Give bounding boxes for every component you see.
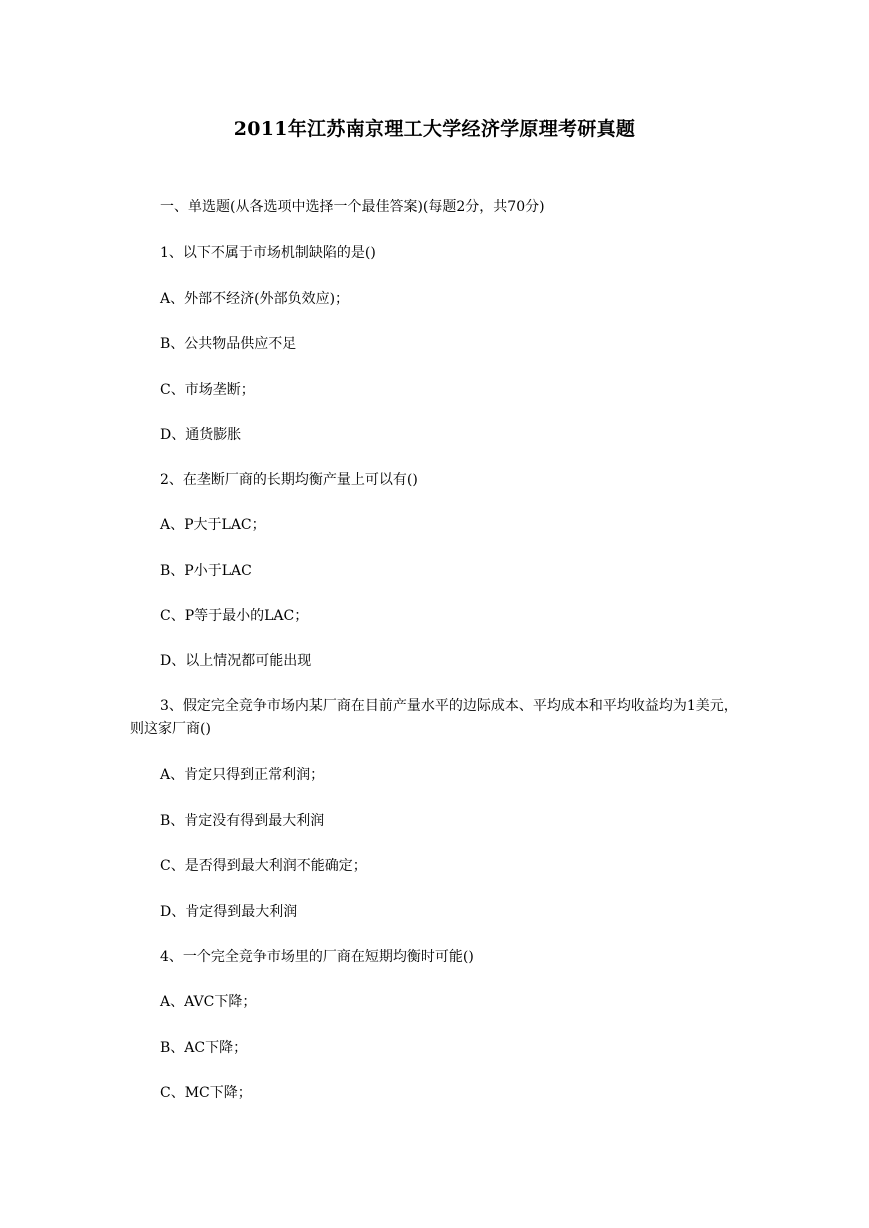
question-2-option-a: A、P大于LAC；	[160, 517, 266, 533]
document-title: 2011年江苏南京理工大学经济学原理考研真题	[233, 118, 636, 140]
question-2-option-b: B、P小于LAC	[160, 563, 252, 579]
question-1-option-d: D、通货膨胀	[160, 427, 242, 443]
question-4-option-b: B、AC下降；	[160, 1040, 248, 1056]
question-4-stem: 4、一个完全竞争市场里的厂商在短期均衡时可能()	[160, 949, 474, 965]
question-3-option-d: D、肯定得到最大利润	[160, 904, 298, 920]
question-3-option-b: B、肯定没有得到最大利润	[160, 813, 325, 829]
question-4-option-c: C、MC下降；	[160, 1085, 252, 1101]
question-2-stem: 2、在垄断厂商的长期均衡产量上可以有()	[160, 472, 418, 488]
question-1-option-a: A、外部不经济(外部负效应)；	[160, 291, 350, 307]
section-heading: 一、单选题(从各选项中选择一个最佳答案)(每题2分，共70分)	[160, 199, 545, 215]
question-2-option-c: C、P等于最小的LAC；	[160, 608, 309, 624]
question-3-stem: 3、假定完全竞争市场内某厂商在目前产量水平的边际成本、平均成本和平均收益均为1美元，则这家厂商()	[130, 698, 738, 737]
question-3-option-a: A、肯定只得到正常利润；	[160, 767, 325, 783]
question-1-option-b: B、公共物品供应不足	[160, 336, 297, 352]
question-2-option-d: D、以上情况都可能出现	[160, 653, 312, 669]
question-3-option-c: C、是否得到最大利润不能确定；	[160, 858, 367, 874]
question-4-option-a: A、AVC下降；	[160, 994, 257, 1010]
question-1-stem: 1、以下不属于市场机制缺陷的是()	[160, 245, 376, 261]
question-1-option-c: C、市场垄断；	[160, 382, 255, 398]
